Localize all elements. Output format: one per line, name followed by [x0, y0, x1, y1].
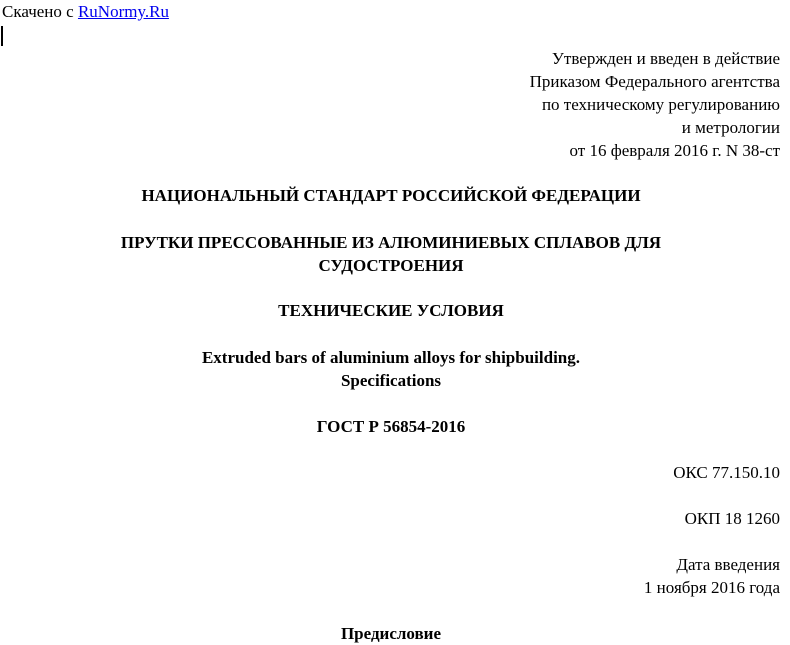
introduction-date-value: 1 ноября 2016 года [643, 578, 780, 597]
english-title-line2: Specifications [340, 371, 442, 390]
approval-line: по техническому регулированию [541, 95, 780, 114]
approval-line: и метрологии [681, 118, 780, 137]
introduction-date-label: Дата введения [676, 555, 780, 574]
approval-line: Утвержден и введен в действие [551, 49, 780, 68]
document-title-line2: СУДОСТРОЕНИЯ [318, 256, 464, 275]
approval-line: от 16 февраля 2016 г. N 38-ст [569, 141, 780, 160]
national-standard-heading: НАЦИОНАЛЬНЫЙ СТАНДАРТ РОССИЙСКОЙ ФЕДЕРАЦИИ [141, 186, 641, 205]
foreword-heading: Предисловие [340, 624, 442, 643]
text-cursor [1, 26, 3, 46]
english-title [0, 346, 782, 392]
source-link[interactable]: RuNormy.Ru [77, 2, 169, 21]
english-title-line1: Extruded bars of aluminium alloys for shipbuilding. [201, 348, 581, 367]
approval-block [530, 47, 780, 162]
source-prefix: Скачено с [2, 2, 78, 21]
introduction-date-block [644, 553, 780, 599]
source-line [2, 2, 169, 22]
oks-code: ОКС 77.150.10 [673, 463, 780, 482]
document-subtitle: ТЕХНИЧЕСКИЕ УСЛОВИЯ [278, 301, 504, 320]
gost-number: ГОСТ Р 56854-2016 [316, 417, 466, 436]
document-title-line1: ПРУТКИ ПРЕССОВАННЫЕ ИЗ АЛЮМИНИЕВЫХ СПЛАВОВ ДЛЯ [120, 233, 662, 252]
approval-line: Приказом Федерального агентства [529, 72, 780, 91]
document-title [0, 231, 782, 277]
okp-code: ОКП 18 1260 [684, 509, 780, 528]
